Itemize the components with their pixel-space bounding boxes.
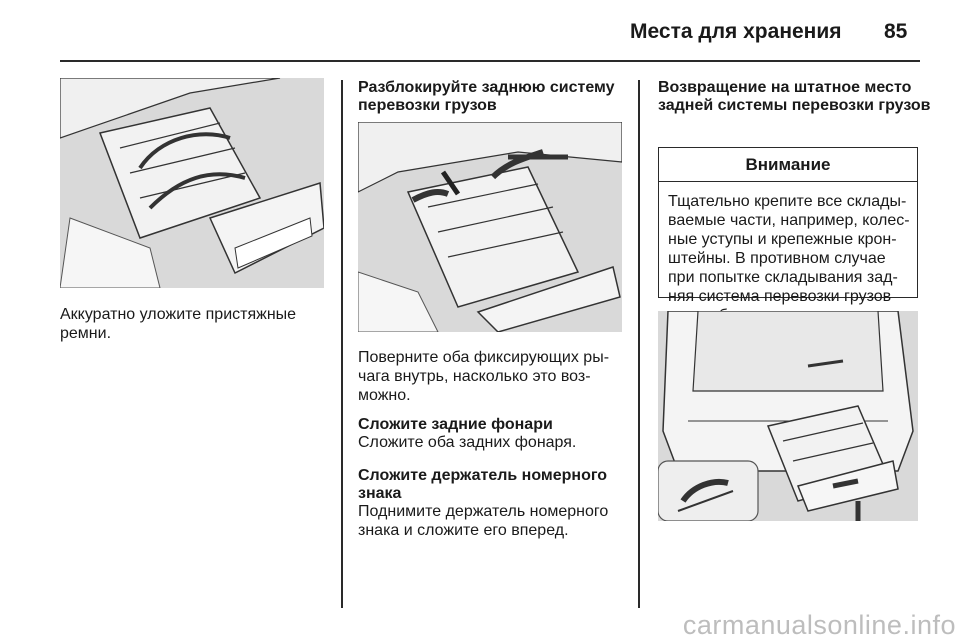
col1-text-line: Аккуратно уложите пристяжные bbox=[60, 306, 297, 323]
plate-holder-heading-line: знака bbox=[358, 485, 402, 502]
warning-title: Внимание bbox=[659, 148, 917, 182]
plate-holder-heading bbox=[358, 467, 607, 503]
unlock-levers-figure bbox=[358, 122, 622, 332]
watermark: carmanualsonline.info bbox=[682, 610, 956, 640]
plate-holder-heading-line: Сложите держатель номерного bbox=[358, 467, 608, 484]
plate-holder-text-line: знака и сложите его вперед. bbox=[358, 522, 569, 539]
col1-text-line: ремни. bbox=[60, 325, 112, 342]
warning-text-line: ные уступы и крепежные крон- bbox=[668, 231, 897, 248]
taillights-heading: Сложите задние фонари bbox=[358, 416, 553, 433]
page-number: 85 bbox=[884, 20, 908, 43]
unlock-text-line: можно. bbox=[358, 387, 411, 404]
page-title: Места для хранения bbox=[630, 20, 842, 43]
unlock-heading-line: перевозки грузов bbox=[358, 97, 497, 114]
warning-text-line: штейны. В противном случае bbox=[668, 250, 886, 267]
column-divider-2 bbox=[638, 80, 640, 608]
warning-text-line: ваемые части, например, колес- bbox=[668, 212, 910, 229]
warning-text-line: при попытке складывания зад- bbox=[668, 269, 898, 286]
warning-text-line: няя система перевозки грузов bbox=[668, 288, 892, 305]
warning-text bbox=[668, 192, 910, 325]
warning-box bbox=[658, 147, 918, 305]
unlock-text-line: Поверните оба фиксирующих ры- bbox=[358, 349, 610, 366]
unlock-heading bbox=[358, 79, 615, 115]
vehicle-rear-carrier-figure bbox=[658, 311, 918, 521]
taillights-text: Сложите оба задних фонаря. bbox=[358, 434, 577, 451]
header-rule bbox=[60, 60, 920, 62]
unlock-text-line: чага внутрь, насколько это воз- bbox=[358, 368, 591, 385]
plate-holder-text bbox=[358, 502, 608, 540]
return-heading-line: задней системы перевозки грузов bbox=[658, 97, 931, 114]
return-heading bbox=[658, 79, 930, 115]
unlock-heading-line: Разблокируйте заднюю систему bbox=[358, 79, 615, 96]
col1-text bbox=[60, 305, 296, 343]
plate-holder-text-line: Поднимите держатель номерного bbox=[358, 503, 609, 520]
unlock-text bbox=[358, 348, 609, 405]
column-divider-1 bbox=[341, 80, 343, 608]
return-heading-line: Возвращение на штатное место bbox=[658, 79, 912, 96]
warning-text-line: Тщательно крепите все склады- bbox=[668, 193, 907, 210]
cargo-carrier-straps-figure bbox=[60, 78, 324, 288]
